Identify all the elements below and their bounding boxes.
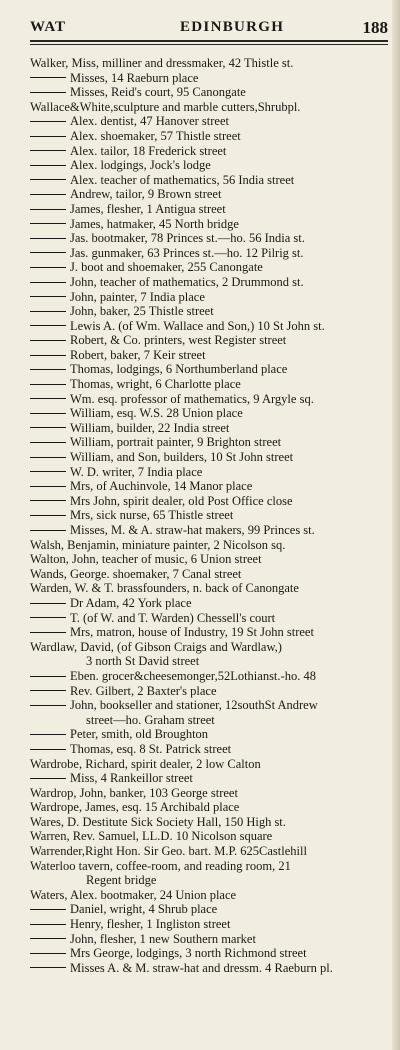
directory-entry [30, 713, 390, 728]
directory-entry [30, 684, 390, 699]
page-edge [392, 0, 400, 1050]
ditto-dash [30, 938, 66, 939]
entry-text: 3 north St David street [86, 654, 200, 669]
ditto-dash [30, 617, 66, 618]
entry-text: John, painter, 7 India place [70, 289, 205, 304]
entry-text: Mrs, sick nurse, 65 Thistle street [70, 508, 234, 523]
ditto-dash [30, 676, 66, 677]
ditto-dash [30, 924, 66, 925]
entry-text: Misses, Reid's court, 95 Canongate [70, 85, 246, 100]
ditto-dash [30, 311, 66, 312]
directory-entry [30, 275, 390, 290]
ditto-dash [30, 705, 66, 706]
directory-entry [30, 654, 390, 669]
entry-text: Waterloo tavern, coffee-room, and reading room, 21 [30, 858, 291, 873]
entry-text: Thomas, esq. 8 St. Patrick street [70, 741, 232, 756]
ditto-dash [30, 749, 66, 750]
entry-text: Warren, Rev. Samuel, LL.D. 10 Nicolson square [30, 829, 273, 844]
directory-entry [30, 873, 390, 888]
ditto-dash [30, 77, 66, 78]
directory-entry [30, 815, 390, 830]
directory-entry [30, 538, 390, 553]
ditto-dash [30, 209, 66, 210]
directory-entry [30, 800, 390, 815]
directory-entry [30, 567, 390, 582]
header-guide-word: WAT [30, 19, 67, 35]
directory-entry [30, 421, 390, 436]
entry-text: James, flesher, 1 Antigua street [70, 201, 226, 216]
header-rule-thin [30, 44, 388, 45]
ditto-dash [30, 500, 66, 501]
entry-text: Alex. dentist, 47 Hanover street [70, 114, 229, 129]
entry-text: Miss, 4 Rankeillor street [70, 771, 193, 786]
directory-entry [30, 231, 390, 246]
entry-text: Eben. grocer&cheesemonger,52Lothianst.-ho. 48 [70, 668, 316, 683]
ditto-dash [30, 223, 66, 224]
ditto-dash [30, 369, 66, 370]
ditto-dash [30, 603, 66, 604]
ditto-dash [30, 413, 66, 414]
ditto-dash [30, 457, 66, 458]
entry-text: W. D. writer, 7 India place [70, 464, 203, 479]
entry-text: Alex. shoemaker, 57 Thistle street [70, 128, 241, 143]
entry-text: Alex. lodgings, Jock's lodge [70, 158, 211, 173]
entry-text: Misses, 14 Raeburn place [70, 70, 199, 85]
ditto-dash [30, 340, 66, 341]
directory-entry [30, 888, 390, 903]
directory-entry [30, 771, 390, 786]
ditto-dash [30, 238, 66, 239]
entry-text: Wands, George. shoemaker, 7 Canal street [30, 566, 242, 581]
directory-entry [30, 859, 390, 874]
ditto-dash [30, 296, 66, 297]
ditto-dash [30, 267, 66, 268]
ditto-dash [30, 121, 66, 122]
entry-text: Wardrope, James, esq. 15 Archibald place [30, 800, 240, 815]
entry-text: Walsh, Benjamin, miniature painter, 2 Nicolson sq. [30, 537, 286, 552]
directory-entry [30, 596, 390, 611]
entry-text: Warrender,Right Hon. Sir Geo. bart. M.P. 625Castlehill [30, 844, 307, 859]
entry-text: John, bookseller and stationer, 12southSt Andrew [70, 698, 318, 713]
directory-entry [30, 581, 390, 596]
directory-entry [30, 961, 390, 976]
directory-entry [30, 479, 390, 494]
directory-entry [30, 465, 390, 480]
ditto-dash [30, 384, 66, 385]
entry-text: Wardrop, John, banker, 103 George street [30, 785, 238, 800]
ditto-dash [30, 471, 66, 472]
entry-text: Mrs John, spirit dealer, old Post Office close [70, 493, 293, 508]
entry-text: Thomas, lodgings, 6 Northumberland place [70, 362, 288, 377]
entry-text: Jas. bootmaker, 78 Princes st.—ho. 56 India st. [70, 231, 305, 246]
ditto-dash [30, 136, 66, 137]
directory-entry [30, 523, 390, 538]
entry-text: William, builder, 22 India street [70, 420, 230, 435]
entry-text: Alex. tailor, 18 Frederick street [70, 143, 227, 158]
ditto-dash [30, 252, 66, 253]
directory-entry [30, 56, 390, 71]
page-number: 188 [362, 18, 388, 37]
directory-entry [30, 217, 390, 232]
entry-text: Wardlaw, David, (of Gibson Craigs and Wardlaw,) [30, 639, 282, 654]
ditto-dash [30, 909, 66, 910]
entry-text: Waters, Alex. bootmaker, 24 Union place [30, 887, 237, 902]
directory-entry [30, 450, 390, 465]
directory-entry [30, 552, 390, 567]
ditto-dash [30, 398, 66, 399]
directory-entry [30, 71, 390, 86]
directory-entry [30, 508, 390, 523]
directory-entry [30, 932, 390, 947]
entry-text: Regent bridge [86, 873, 157, 888]
directory-entry [30, 304, 390, 319]
ditto-dash [30, 690, 66, 691]
directory-entry [30, 625, 390, 640]
directory-entry [30, 290, 390, 305]
directory-entry [30, 406, 390, 421]
directory-entry [30, 173, 390, 188]
entry-text: Mrs, matron, house of Industry, 19 St John street [70, 625, 314, 640]
directory-entry [30, 786, 390, 801]
ditto-dash [30, 967, 66, 968]
directory-entry [30, 946, 390, 961]
entry-text: Misses A. & M. straw-hat and dressm. 4 Raeburn pl. [70, 960, 333, 975]
entry-text: Rev. Gilbert, 2 Baxter's place [70, 683, 217, 698]
header-rule [30, 40, 388, 42]
directory-entry [30, 202, 390, 217]
directory-entry [30, 640, 390, 655]
ditto-dash [30, 427, 66, 428]
directory-entry [30, 362, 390, 377]
ditto-dash [30, 92, 66, 93]
entry-text: Wardrobe, Richard, spirit dealer, 2 low Calton [30, 756, 261, 771]
directory-entry [30, 333, 390, 348]
entry-text: Robert, baker, 7 Keir street [70, 347, 206, 362]
entry-text: John, flesher, 1 new Southern market [70, 931, 256, 946]
directory-entry [30, 114, 390, 129]
entry-text: Mrs George, lodgings, 3 north Richmond street [70, 946, 307, 961]
directory-entry [30, 158, 390, 173]
entry-text: Jas. gunmaker, 63 Princes st.—ho. 12 Pilrig st. [70, 245, 304, 260]
entry-text: William, portrait painter, 9 Brighton street [70, 435, 282, 450]
header-city: EDINBURGH [180, 19, 285, 35]
ditto-dash [30, 486, 66, 487]
entry-text: Warden, W. & T. brassfounders, n. back of Canongate [30, 581, 299, 596]
entry-text: Walton, John, teacher of music, 6 Union street [30, 552, 262, 567]
directory-entry [30, 129, 390, 144]
entry-text: John, baker, 25 Thistle street [70, 304, 214, 319]
directory-entry [30, 698, 390, 713]
entry-text: Daniel, wright, 4 Shrub place [70, 902, 218, 917]
directory-entry [30, 742, 390, 757]
entry-text: Wm. esq. professor of mathematics, 9 Argyle sq. [70, 391, 314, 406]
ditto-dash [30, 778, 66, 779]
entry-text: Lewis A. (of Wm. Wallace and Son,) 10 St John st. [70, 318, 325, 333]
entry-text: Robert, & Co. printers, west Register street [70, 333, 287, 348]
page-header [30, 19, 388, 39]
entry-text: T. (of W. and T. Warden) Chessell's court [70, 610, 276, 625]
directory-entry [30, 494, 390, 509]
directory-entry [30, 669, 390, 684]
directory-entry [30, 246, 390, 261]
ditto-dash [30, 165, 66, 166]
entry-text: Henry, flesher, 1 Ingliston street [70, 917, 231, 932]
directory-entry [30, 757, 390, 772]
directory-entry [30, 100, 390, 115]
entry-text: Wares, D. Destitute Sick Society Hall, 150 High st. [30, 814, 286, 829]
entry-text: Alex. teacher of mathematics, 56 India street [70, 172, 295, 187]
entry-text: Andrew, tailor, 9 Brown street [70, 187, 222, 202]
directory-entries [30, 56, 390, 975]
entry-text: Mrs, of Auchinvole, 14 Manor place [70, 479, 253, 494]
entry-text: Dr Adam, 42 York place [70, 595, 192, 610]
directory-entry [30, 187, 390, 202]
directory-entry [30, 902, 390, 917]
ditto-dash [30, 632, 66, 633]
entry-text: street—ho. Graham street [86, 712, 215, 727]
ditto-dash [30, 734, 66, 735]
directory-entry [30, 377, 390, 392]
ditto-dash [30, 325, 66, 326]
directory-entry [30, 917, 390, 932]
entry-text: Peter, smith, old Broughton [70, 727, 209, 742]
ditto-dash [30, 194, 66, 195]
ditto-dash [30, 530, 66, 531]
entry-text: John, teacher of mathematics, 2 Drummond st. [70, 274, 304, 289]
entry-text: William, esq. W.S. 28 Union place [70, 406, 243, 421]
directory-entry [30, 85, 390, 100]
entry-text: J. boot and shoemaker, 255 Canongate [70, 260, 263, 275]
ditto-dash [30, 282, 66, 283]
directory-entry [30, 319, 390, 334]
entry-text: Misses, M. & A. straw-hat makers, 99 Princes st. [70, 523, 315, 537]
directory-entry [30, 727, 390, 742]
ditto-dash [30, 150, 66, 151]
entry-text: James, hatmaker, 45 North bridge [70, 216, 239, 231]
directory-entry [30, 392, 390, 407]
directory-entry [30, 144, 390, 159]
directory-entry [30, 611, 390, 626]
entry-text: William, and Son, builders, 10 St John street [70, 450, 294, 465]
entry-text: Wallace&White,sculpture and marble cutters,Shrubpl. [30, 99, 301, 114]
entry-text: Thomas, wright, 6 Charlotte place [70, 377, 241, 392]
directory-entry [30, 348, 390, 363]
ditto-dash [30, 179, 66, 180]
ditto-dash [30, 515, 66, 516]
directory-entry [30, 260, 390, 275]
ditto-dash [30, 953, 66, 954]
ditto-dash [30, 442, 66, 443]
directory-entry [30, 435, 390, 450]
directory-entry [30, 829, 390, 844]
ditto-dash [30, 355, 66, 356]
directory-entry [30, 844, 390, 859]
entry-text: Walker, Miss, milliner and dressmaker, 42 Thistle st. [30, 56, 294, 70]
